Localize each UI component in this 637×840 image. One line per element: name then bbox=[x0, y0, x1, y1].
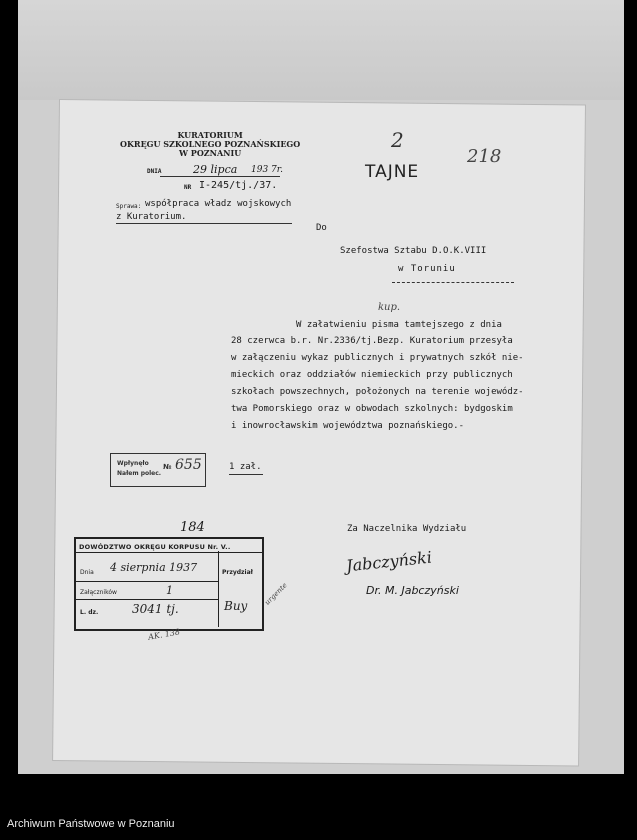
registry-assignment-label: Przydział bbox=[222, 569, 253, 576]
subject-line2: z Kuratorium. bbox=[116, 212, 187, 222]
film-top-area bbox=[18, 0, 624, 100]
body-line: w załączeniu wykaz publicznych i prywatnych szkół nie- bbox=[231, 353, 524, 363]
letterhead-line1: KURATORIUM bbox=[177, 130, 243, 140]
registry-date-label: Dnia bbox=[80, 569, 94, 576]
registry-divider bbox=[76, 552, 262, 553]
body-line: i inowrocławskim województwa poznańskiego.- bbox=[231, 421, 464, 431]
registry-ldz-value: 3041 tj. bbox=[132, 602, 179, 616]
received-stamp bbox=[110, 453, 206, 487]
subject-label: Sprawa: bbox=[116, 203, 142, 210]
received-stamp-line2: Nałem polec. bbox=[117, 470, 162, 477]
registry-side-note: urgente bbox=[263, 581, 289, 607]
registry-below-note: AK. 138 bbox=[147, 627, 181, 642]
attachment-note: 1 zał. bbox=[229, 462, 262, 472]
addressee-line2: w Toruniu bbox=[398, 264, 456, 274]
signature-handwritten: Jabczyński bbox=[345, 547, 433, 576]
registry-stamp-title: DOWÓDZTWO OKRĘGU KORPUSU Nr. V.. bbox=[79, 543, 231, 551]
date-underline bbox=[160, 176, 280, 177]
body-line: W załatwieniu pisma tamtejszego z dnia bbox=[296, 320, 502, 330]
received-stamp-line1: Wpłynęło bbox=[117, 460, 149, 467]
body-line: twa Pomorskiego oraz w obwodach szkolnych: bydgoskim bbox=[231, 404, 513, 414]
number-label: NR bbox=[184, 184, 192, 191]
date-label: DNIA bbox=[147, 168, 162, 175]
handwritten-page-number: 2 bbox=[391, 128, 404, 152]
signature-title: Za Naczelnika Wydziału bbox=[347, 524, 467, 534]
registry-attachments-label: Załączników bbox=[80, 589, 117, 596]
date-year: 193 7r. bbox=[251, 165, 283, 175]
subject-line1: współpraca władz wojskowych bbox=[145, 199, 292, 209]
letterhead-line2: OKRĘGU SZKOLNEGO POZNAŃSKIEGO bbox=[120, 139, 301, 149]
registry-divider bbox=[76, 599, 218, 600]
addressee-line1: Szefostwa Sztabu D.O.K.VIII bbox=[340, 246, 487, 256]
signature-name: Dr. M. Jabczyński bbox=[366, 584, 459, 597]
body-line: 28 czerwca b.r. Nr.2336/tj.Bezp. Kuratorium przesyła bbox=[231, 336, 513, 346]
archive-footer: Archiwum Państwowe w Poznaniu bbox=[7, 818, 175, 830]
addressee-underline bbox=[392, 282, 514, 283]
subject-underline bbox=[116, 223, 292, 224]
registry-date-value: 4 sierpnia 1937 bbox=[110, 561, 198, 574]
received-stamp-number: 655 bbox=[175, 457, 202, 473]
document-sheet bbox=[53, 100, 585, 765]
registry-divider bbox=[76, 581, 218, 582]
letterhead-line3: W POZNANIU bbox=[179, 148, 242, 158]
registry-attachments-value: 1 bbox=[166, 584, 173, 597]
classification-stamp: TAJNE bbox=[365, 162, 420, 182]
number-value: I-245/tj./37. bbox=[199, 180, 278, 191]
handwritten-code: 218 bbox=[467, 146, 502, 167]
letterhead bbox=[120, 131, 300, 158]
handwritten-note: kup. bbox=[378, 302, 401, 313]
registry-ldz-label: L. dz. bbox=[80, 609, 99, 616]
registry-hand-initials: Buy bbox=[224, 599, 248, 613]
attachment-underline bbox=[229, 474, 263, 475]
addressee-to: Do bbox=[316, 223, 327, 233]
date-value: 29 lipca bbox=[193, 163, 238, 176]
registry-number-handwritten: 184 bbox=[180, 520, 205, 535]
registry-column-divider bbox=[218, 551, 219, 627]
body-line: szkołach powszechnych, położonych na terenie wojewódz- bbox=[231, 387, 524, 397]
received-stamp-no: № bbox=[163, 463, 172, 471]
body-line: mieckich oraz oddziałów niemieckich przy publicznych bbox=[231, 370, 513, 380]
registry-stamp bbox=[74, 537, 264, 631]
